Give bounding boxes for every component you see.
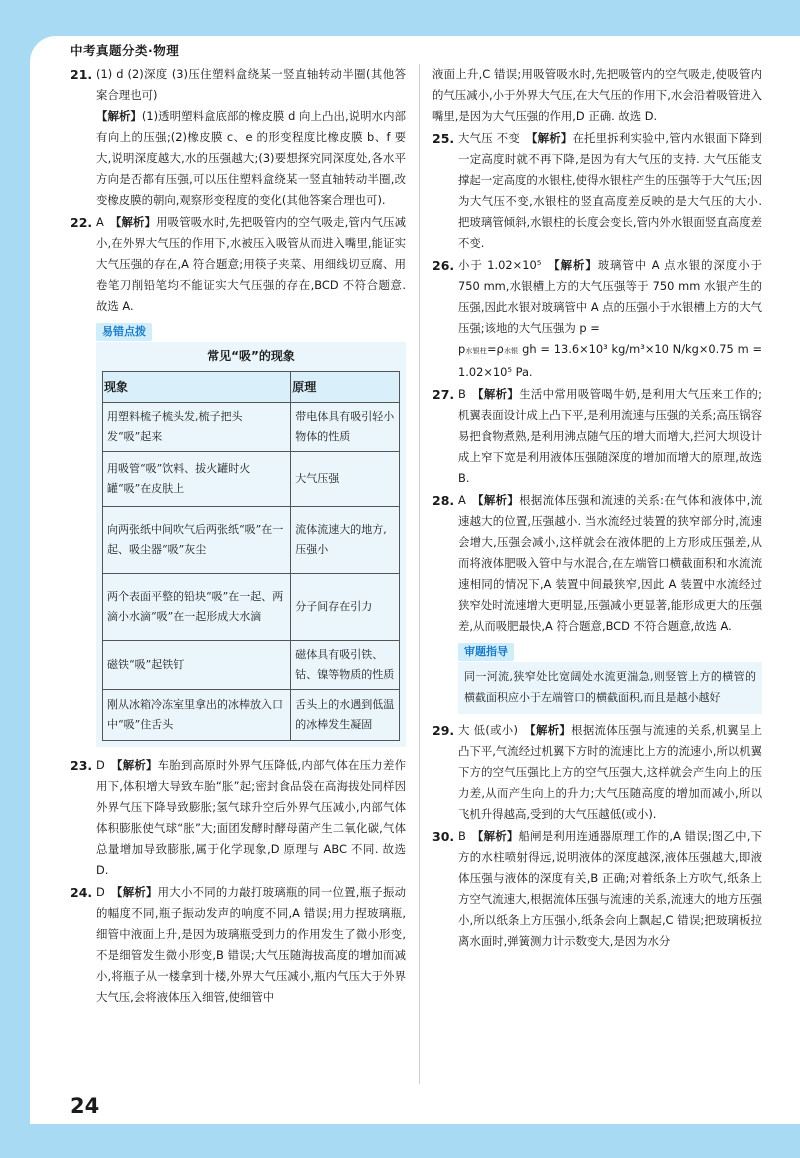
suction-phenomena-table bbox=[102, 371, 400, 741]
analysis-text: 在托里拆利实验中,管内水银面下降到一定高度时就不再下降,是因为有大气压的支持. 大气压能支撑起一定高度的水银柱,使得水银柱产生的压强等于大气压;因为大气压不变,水银柱的竖直高度差反映的是大气压的大小. 把玻璃管倾斜,水银柱的长度会变长,管内外水银面竖直高度差不变. bbox=[458, 131, 762, 250]
answer-text: 小于 1.02×10⁵ bbox=[458, 258, 542, 272]
question-25 bbox=[432, 128, 762, 254]
formula-subscript: 水银柱 bbox=[465, 347, 487, 355]
page-number: 24 bbox=[70, 1094, 100, 1118]
question-28 bbox=[432, 490, 762, 637]
question-number: 29. bbox=[432, 723, 455, 738]
review-guide-label: 审题指导 bbox=[458, 643, 514, 661]
question-30 bbox=[432, 826, 762, 952]
table-cell: 大气压强 bbox=[291, 452, 400, 507]
review-guide-box bbox=[458, 662, 762, 714]
table-cell: 用塑料梳子梳头发,梳子把头发“吸”起来 bbox=[103, 403, 291, 452]
formula-p: p bbox=[458, 342, 466, 356]
analysis-tag: 【解析】 bbox=[109, 215, 157, 229]
table-row bbox=[103, 452, 400, 507]
analysis-tag: 【解析】 bbox=[110, 758, 158, 772]
table-row bbox=[103, 690, 400, 741]
analysis-tag: 【解析】 bbox=[471, 829, 519, 843]
question-29 bbox=[432, 720, 762, 825]
table-cell: 流体流速大的地方,压强小 bbox=[291, 507, 400, 574]
answer-text: D bbox=[96, 885, 105, 899]
answer-text: 大气压 不变 bbox=[458, 131, 520, 145]
easy-mistake-box bbox=[96, 342, 406, 747]
answer-text: (1) d (2)深度 (3)压住塑料盒绕某一竖直轴转动半圈(其他答案合理也可) bbox=[96, 67, 406, 102]
analysis-tag: 【解析】 bbox=[110, 885, 158, 899]
question-number: 28. bbox=[432, 493, 455, 508]
table-cell: 向两张纸中间吹气后两张纸“吸”在一起、吸尘器“吸”灰尘 bbox=[103, 507, 291, 574]
column-divider bbox=[419, 64, 420, 1084]
easy-mistake-label: 易错点拨 bbox=[96, 323, 152, 341]
analysis-text: 用大小不同的力敲打玻璃瓶的同一位置,瓶子振动的幅度不同,瓶子振动发声的响度不同,A 错误;用力捏玻璃瓶,细管中液面上升,是因为玻璃瓶受到力的作用发生了微小形变,不是细管发生微小形变,B 错误;大气压随海拔高度的增加而减小,将瓶子从一楼拿到十楼,外界大气压减小,瓶内气压大于外界大气压,会将液体压入细管,使细管中 bbox=[96, 885, 406, 1004]
table-row bbox=[103, 641, 400, 690]
formula-rest: gh = 13.6×10³ kg/m³×10 N/kg×0.75 m = 1.02×10⁵ Pa. bbox=[458, 342, 763, 379]
analysis-tag: 【解析】 bbox=[525, 131, 573, 145]
table-cell: 舌头上的水遇到低温的冰棒发生凝固 bbox=[291, 690, 400, 741]
question-number: 22. bbox=[70, 215, 93, 230]
formula-equals-rho: =ρ bbox=[486, 342, 504, 356]
question-27 bbox=[432, 384, 762, 489]
analysis-text: 液面上升,C 错误;用吸管吸水时,先把吸管内的空气吸走,使吸管内的气压减小,小于外界大气压,在大气压的作用下,水会沿着吸管进入嘴里,是因为大气压强的作用,D 正确. 故选 D. bbox=[432, 67, 762, 123]
question-23 bbox=[70, 755, 406, 881]
analysis-tag: 【解析】 bbox=[547, 258, 598, 272]
analysis-text: (1)透明塑料盒底部的橡皮膜 d 向上凸出,说明水内部有向上的压强;(2)橡皮膜 c、e 的形变程度比橡皮膜 b、f 要大,说明深度越大,水的压强越大;(3)要想探究同深度处,各水平方向是否都有压强,可以压住塑料盒绕某一竖直轴转动半圈,改变橡皮膜的朝向,观察形变程度的变化(其他答案合理也可). bbox=[96, 109, 406, 207]
analysis-tag: 【解析】 bbox=[471, 493, 520, 507]
question-number: 21. bbox=[70, 67, 93, 82]
answer-text: B bbox=[458, 387, 466, 401]
question-22 bbox=[70, 212, 406, 317]
table-cell: 分子间存在引力 bbox=[291, 574, 400, 641]
analysis-tag: 【解析】 bbox=[471, 387, 520, 401]
question-21 bbox=[70, 64, 406, 211]
answer-text: D bbox=[96, 758, 105, 772]
review-guide-text: 同一河流,狭窄处比宽阔处水流更湍急,则竖管上方的横管的横截面积应小于左端管口的横截面积,而且是越小越好 bbox=[464, 670, 756, 704]
analysis-text: 根据流体压强和流速的关系:在气体和液体中,流速越大的位置,压强越小. 当水流经过装置的狭窄部分时,流速会增大,压强会减小,这样就会在液体肥的上方形成压强差,从而将液体肥吸入管中与水混合,在左端管口横截面积和水流流速相同的情况下,A 装置中间最狭窄,因此 A 装置中水流经过狭窄处时流速增大更明显,压强减小更显著,能形成更大的压强差,从而吸肥最快,A 符合题意,BCD 不符合题意,故选 A. bbox=[458, 493, 762, 633]
question-24 bbox=[70, 882, 406, 1008]
table-title: 常见“吸”的现象 bbox=[207, 349, 295, 363]
table-row bbox=[103, 507, 400, 574]
answer-text: A bbox=[458, 493, 466, 507]
analysis-text: 根据流体压强与流速的关系,机翼呈上凸下平,气流经过机翼下方时的流速比上方的流速小,所以机翼下方的空气压强比上方的空气压强大,这样就会产生向上的压力差,从而产生向上的升力;大气压随高度的增加而减小,所以飞机升得越高,受到的大气压越低(或小). bbox=[458, 723, 762, 821]
question-number: 24. bbox=[70, 885, 93, 900]
table-row bbox=[103, 574, 400, 641]
table-row bbox=[103, 403, 400, 452]
table-header-phenomenon: 现象 bbox=[103, 372, 291, 403]
answer-text: 大 低(或小) bbox=[458, 723, 518, 737]
analysis-tag: 【解析】 bbox=[96, 109, 142, 123]
question-24-continued bbox=[432, 64, 762, 127]
table-cell: 用吸管“吸”饮料、拔火罐时火罐“吸”在皮肤上 bbox=[103, 452, 291, 507]
formula-subscript: 水银 bbox=[503, 347, 519, 355]
question-26 bbox=[432, 255, 762, 383]
table-header-principle: 原理 bbox=[291, 372, 400, 403]
analysis-text: 生活中常用吸管喝牛奶,是利用大气压来工作的;机翼表面设计成上凸下平,是利用流速与压强的关系;高压锅容易把食物煮熟,是利用沸点随气压的增大而增大,拦河大坝设计成上窄下宽是利用液体压强随深度的增加而增大的原理,故选 B. bbox=[458, 387, 762, 485]
question-number: 25. bbox=[432, 131, 455, 146]
analysis-text: 车胎到高原时外界气压降低,内部气体在压力差作用下,体积增大导致车胎“胀”起;密封食品袋在高海拔处同样因外界气压下降导致膨胀;氢气球升空后外界气压减小,内部气体体积膨胀使气球“胀”大;面团发酵时酵母菌产生二氧化碳,气体总量增加导致膨胀,属于化学现象,D 原理与 ABC 不同. 故选 D. bbox=[96, 758, 406, 877]
table-cell: 刚从冰箱冷冻室里拿出的冰棒放入口中“吸”住舌头 bbox=[103, 690, 291, 741]
question-number: 27. bbox=[432, 387, 455, 402]
analysis-text: 用吸管吸水时,先把吸管内的空气吸走,管内气压减小,在外界大气压的作用下,水被压入吸管从而进入嘴里,能证实大气压强的存在,A 符合题意;用筷子夹菜、用细线切豆腐、用卷笔刀削铅笔均不能证实大气压强的存在,BCD 不符合题意. 故选 A. bbox=[96, 215, 406, 313]
right-column bbox=[432, 64, 762, 953]
question-number: 30. bbox=[432, 829, 455, 844]
analysis-tag: 【解析】 bbox=[523, 723, 572, 737]
analysis-text: 玻璃管中 A 点水银的深度小于 750 mm,水银槽上方的大气压强等于 750 mm 水银产生的压强,因此水银对玻璃管中 A 点的压强小于水银槽上方的大气压强;该地的大气压强为 p = bbox=[458, 258, 762, 335]
table-cell: 两个表面平整的铅块“吸”在一起、两滴小水滴“吸”在一起形成大水滴 bbox=[103, 574, 291, 641]
page-header-title: 中考真题分类·物理 bbox=[70, 43, 180, 58]
table-cell: 带电体具有吸引轻小物体的性质 bbox=[291, 403, 400, 452]
answer-text: B bbox=[458, 829, 466, 843]
left-column bbox=[70, 64, 406, 1009]
answer-text: A bbox=[96, 215, 104, 229]
question-number: 23. bbox=[70, 758, 93, 773]
table-cell: 磁体具有吸引铁、钴、镍等物质的性质 bbox=[291, 641, 400, 690]
table-cell: 磁铁“吸”起铁钉 bbox=[103, 641, 291, 690]
analysis-text: 船闸是利用连通器原理工作的,A 错误;图乙中,下方的水柱喷射得远,说明液体的深度越深,液体压强越大,即液体压强与液体的深度有关,B 正确;对着纸条上方吹气,纸条上方空气流速大,根据流体压强与流速的关系,流速大的地方压强小,所以纸条上方压强小,纸条会向上飘起,C 错误;把玻璃板拉离水面时,弹簧测力计示数变大,是因为水分 bbox=[458, 829, 762, 948]
question-number: 26. bbox=[432, 258, 455, 273]
